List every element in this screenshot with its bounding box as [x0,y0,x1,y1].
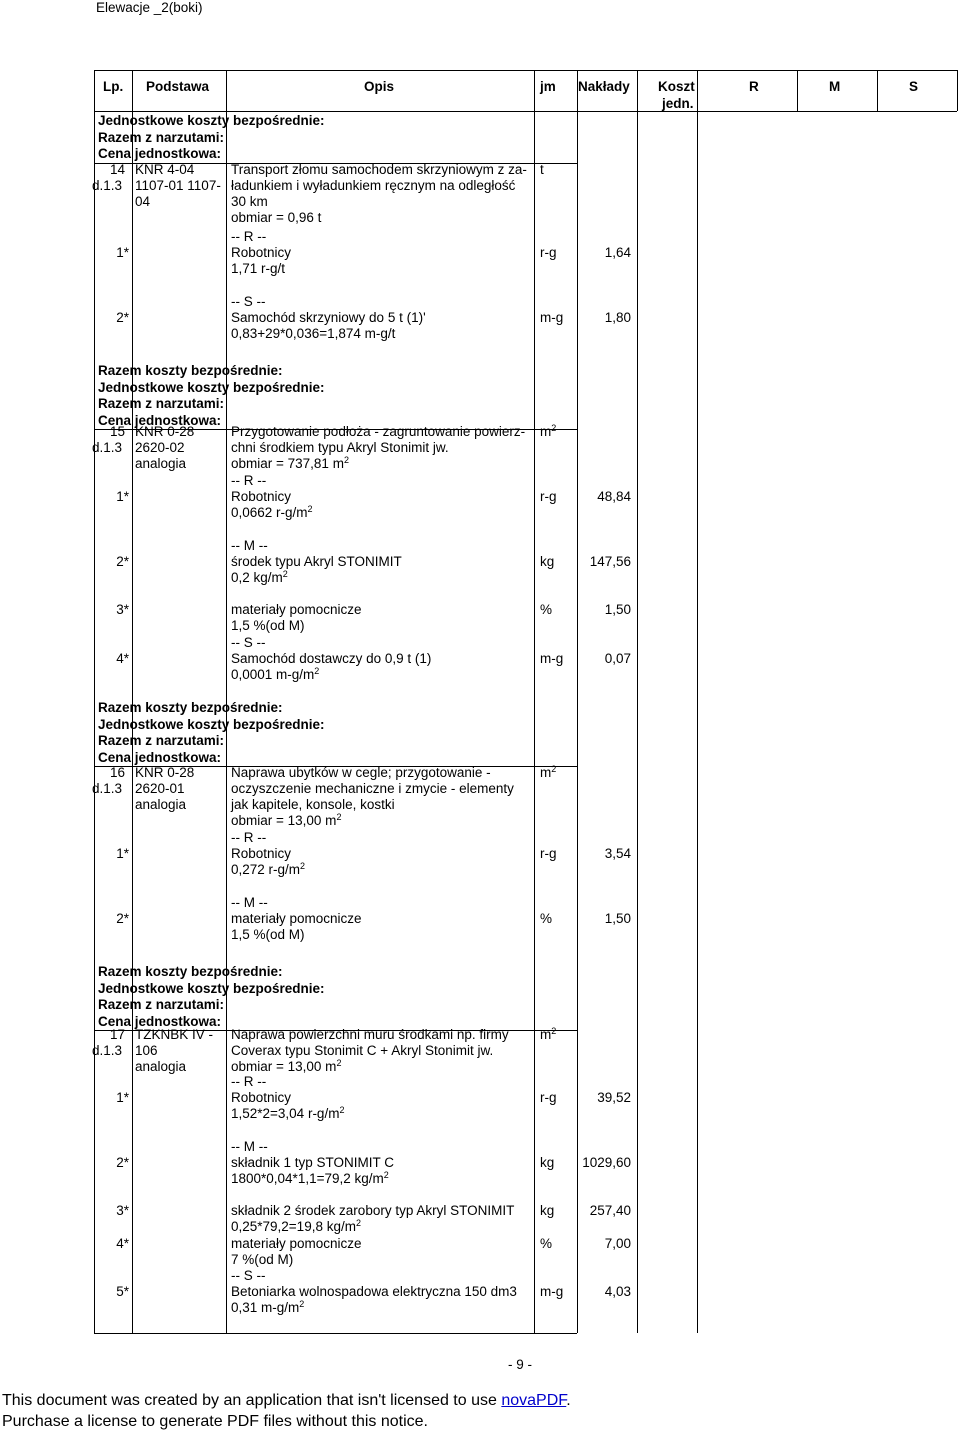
col-podstawa: Podstawa [146,79,210,94]
resource-quantity: 1,80 [604,310,631,325]
position-description: obmiar = 13,00 $m^2$ [231,1058,342,1074]
resource-quantity: 1,50 [604,602,631,617]
resource-norm: 0,0001 $m-g/m^2$ [231,666,320,682]
resource-unit: m-g [540,1284,564,1299]
position-number: 16 [109,765,125,780]
summary-label-jedn_bezp: Jednostkowe koszty bezpośrednie: [98,379,325,395]
resource-norm: 0,83+29*0,036=1,874 m-g/t [231,326,396,341]
resource-group-label: -- M -- [231,538,268,553]
resource-name: Robotnicy [231,846,292,861]
summary-label-razem_narz: Razem z narzutami: [98,129,225,145]
license-notice-line2: Purchase a license to generate PDF files without this notice. [2,1413,428,1430]
resource-unit: kg [540,1155,555,1170]
position-number: 14 [109,162,125,177]
resource-unit: r-g [540,489,557,504]
position-basis: KNR 0-28 [135,424,195,439]
resource-norm: 1,5 %(od M) [231,618,305,633]
col-naklady: Nakłady [578,79,630,94]
summary-label-razem_narz: Razem z narzutami: [98,733,225,749]
resource-group-label: -- S -- [231,1268,266,1283]
resource-quantity: 0,07 [604,651,631,666]
position-chapter: d.1.3 [92,440,123,455]
summary-label-razem_bezp: Razem koszty bezpośrednie: [98,700,283,715]
resource-name: składnik 1 typ STONIMIT C [231,1155,395,1170]
resource-group-label: -- R -- [231,229,267,244]
summary-label-razem_narz: Razem z narzutami: [98,997,225,1013]
position-basis: KNR 0-28 [135,765,195,780]
resource-unit: kg [540,554,555,569]
resource-unit: % [540,602,553,617]
summary-label-cena_jedn: Cena jednostkowa: [98,146,222,162]
summary-label-razem_bezp: Razem koszty bezpośrednie: [98,363,283,378]
resource-norm: 0,272 $r-g/m^2$ [231,861,306,877]
resource-group-label: -- M -- [231,895,268,910]
resource-quantity: 4,03 [604,1284,631,1299]
resource-norm: 1,52*2=3,04 $r-g/m^2$ [231,1105,345,1121]
resource-quantity: 48,84 [597,489,631,504]
resource-name: Robotnicy [231,245,292,260]
position-description: Transport złomu samochodem skrzyniowym z za- [231,162,527,177]
position-unit: t [540,162,544,177]
resource-norm: 1800*0,04*1,1=79,2 $kg/m^2$ [231,1170,389,1186]
resource-name: Samochód skrzyniowy do 5 t (1)' [231,310,426,325]
position-unit: $m^2$ [540,764,557,780]
resource-number: 1* [116,846,129,861]
resource-quantity: 39,52 [597,1090,631,1105]
license-notice-line1 [2,1391,571,1410]
col-m: M [829,79,841,94]
resource-name: środek typu Akryl STONIMIT [231,554,402,569]
license-notice-dot: . [566,1392,571,1409]
resource-group-label: -- R -- [231,1074,267,1089]
resource-name: Samochód dostawczy do 0,9 t (1) [231,651,432,666]
resource-number: 2* [116,911,129,926]
position-description: Coverax typu Stonimit C + Akryl Stonimit jw. [231,1043,494,1058]
position-description: Naprawa ubytków w cegle; przygotowanie - [231,765,491,780]
document-title: Elewacje _2(boki) [96,0,203,15]
position-number: 15 [109,424,125,439]
col-koszt-jedn: jedn. [662,96,694,111]
position-unit: $m^2$ [540,1026,557,1042]
resource-unit: r-g [540,245,557,260]
resource-name: Robotnicy [231,489,292,504]
position-basis: analogia [135,797,187,812]
resource-unit: m-g [540,310,564,325]
position-basis: analogia [135,1059,187,1074]
position-basis: 2620-02 [135,440,185,455]
resource-number: 5* [116,1284,129,1299]
position-chapter: d.1.3 [92,178,123,193]
resource-norm: 0,31 $m-g/m^2$ [231,1299,305,1315]
resource-number: 3* [116,602,129,617]
resource-quantity: 1,50 [604,911,631,926]
resource-norm: 1,5 %(od M) [231,927,305,942]
position-description: Przygotowanie podłoża - zagruntowanie powierz- [231,424,526,439]
position-description: oczyszczenie mechaniczne i zmycie - elementy [231,781,514,796]
position-basis: 1107-01 1107- [135,178,221,193]
resource-quantity: 147,56 [589,554,631,569]
position-description: obmiar = 737,81 $m^2$ [231,455,349,471]
resource-group-label: -- S -- [231,294,266,309]
resource-number: 2* [116,554,129,569]
position-unit: $m^2$ [540,423,557,439]
resource-norm: 0,25*79,2=19,8 $kg/m^2$ [231,1218,361,1234]
page-number: - 9 - [507,1357,532,1372]
resource-name: Robotnicy [231,1090,292,1105]
resource-name: Betoniarka wolnospadowa elektryczna 150 dm3 [231,1284,517,1299]
resource-quantity: 257,40 [589,1203,631,1218]
col-opis: Opis [364,79,395,94]
resource-number: 1* [116,1090,129,1105]
resource-norm: 1,71 r-g/t [231,261,286,276]
position-basis: TZKNBK IV - [135,1027,214,1042]
position-number: 17 [109,1027,125,1042]
resource-number: 4* [116,651,129,666]
summary-label-cena_jedn: Cena jednostkowa: [98,749,222,765]
summary-label-razem_narz: Razem z narzutami: [98,396,225,412]
resource-number: 1* [116,245,129,260]
position-basis: 2620-01 [135,781,185,796]
summary-label-cena_jedn: Cena jednostkowa: [98,412,222,428]
resource-number: 1* [116,489,129,504]
resource-unit: kg [540,1203,555,1218]
resource-unit: % [540,911,553,926]
summary-label-cena_jedn: Cena jednostkowa: [98,1013,222,1029]
resource-group-label: -- R -- [231,473,267,488]
position-basis: 106 [135,1043,158,1058]
resource-group-label: -- M -- [231,1139,268,1154]
position-basis: KNR 4-04 [135,162,195,177]
summary-label-jedn_bezp: Jednostkowe koszty bezpośrednie: [98,113,325,128]
position-chapter: d.1.3 [92,1043,123,1058]
resource-name: materiały pomocnicze [231,911,362,926]
novapdf-link[interactable]: novaPDF [501,1392,567,1409]
summary-label-razem_bezp: Razem koszty bezpośrednie: [98,964,283,979]
resource-unit: r-g [540,846,557,861]
position-description: ładunkiem i wyładunkiem ręcznym na odległość [231,178,516,193]
col-r: R [749,79,759,94]
license-notice-text: This document was created by an application that isn't licensed to use [2,1392,502,1409]
resource-name: składnik 2 środek zarobory typ Akryl STONIMIT [231,1203,515,1218]
summary-label-jedn_bezp: Jednostkowe koszty bezpośrednie: [98,716,325,732]
resource-group-label: -- S -- [231,635,266,650]
resource-name: materiały pomocnicze [231,1236,362,1251]
resource-quantity: 7,00 [604,1236,631,1251]
position-description: 30 km [231,194,268,209]
resource-group-label: -- R -- [231,830,267,845]
summary-label-jedn_bezp: Jednostkowe koszty bezpośrednie: [98,980,325,996]
position-basis: 04 [135,194,151,209]
col-jm: jm [540,79,556,94]
resource-quantity: 1,64 [604,245,631,260]
resource-quantity: 1029,60 [582,1155,631,1170]
resource-number: 3* [116,1203,129,1218]
position-description: chni środkiem typu Akryl Stonimit jw. [231,440,449,455]
col-koszt: Koszt [658,79,695,94]
resource-unit: % [540,1236,553,1251]
position-description: obmiar = 13,00 $m^2$ [231,812,342,828]
resource-norm: 0,0662 $r-g/m^2$ [231,504,313,520]
resource-quantity: 3,54 [604,846,631,861]
resource-number: 4* [116,1236,129,1251]
resource-norm: 7 %(od M) [231,1252,294,1267]
position-description: jak kapitele, konsole, kostki [231,797,395,812]
col-s: S [909,79,919,94]
resource-number: 2* [116,1155,129,1170]
resource-unit: r-g [540,1090,557,1105]
resource-number: 2* [116,310,129,325]
position-description: obmiar = 0,96 t [231,210,322,225]
position-basis: analogia [135,456,187,471]
resource-unit: m-g [540,651,564,666]
resource-name: materiały pomocnicze [231,602,362,617]
position-description: Naprawa powierzchni muru środkami np. firmy [231,1027,509,1042]
resource-norm: 0,2 $kg/m^2$ [231,569,288,585]
position-chapter: d.1.3 [92,781,123,796]
col-lp: Lp. [103,79,124,94]
